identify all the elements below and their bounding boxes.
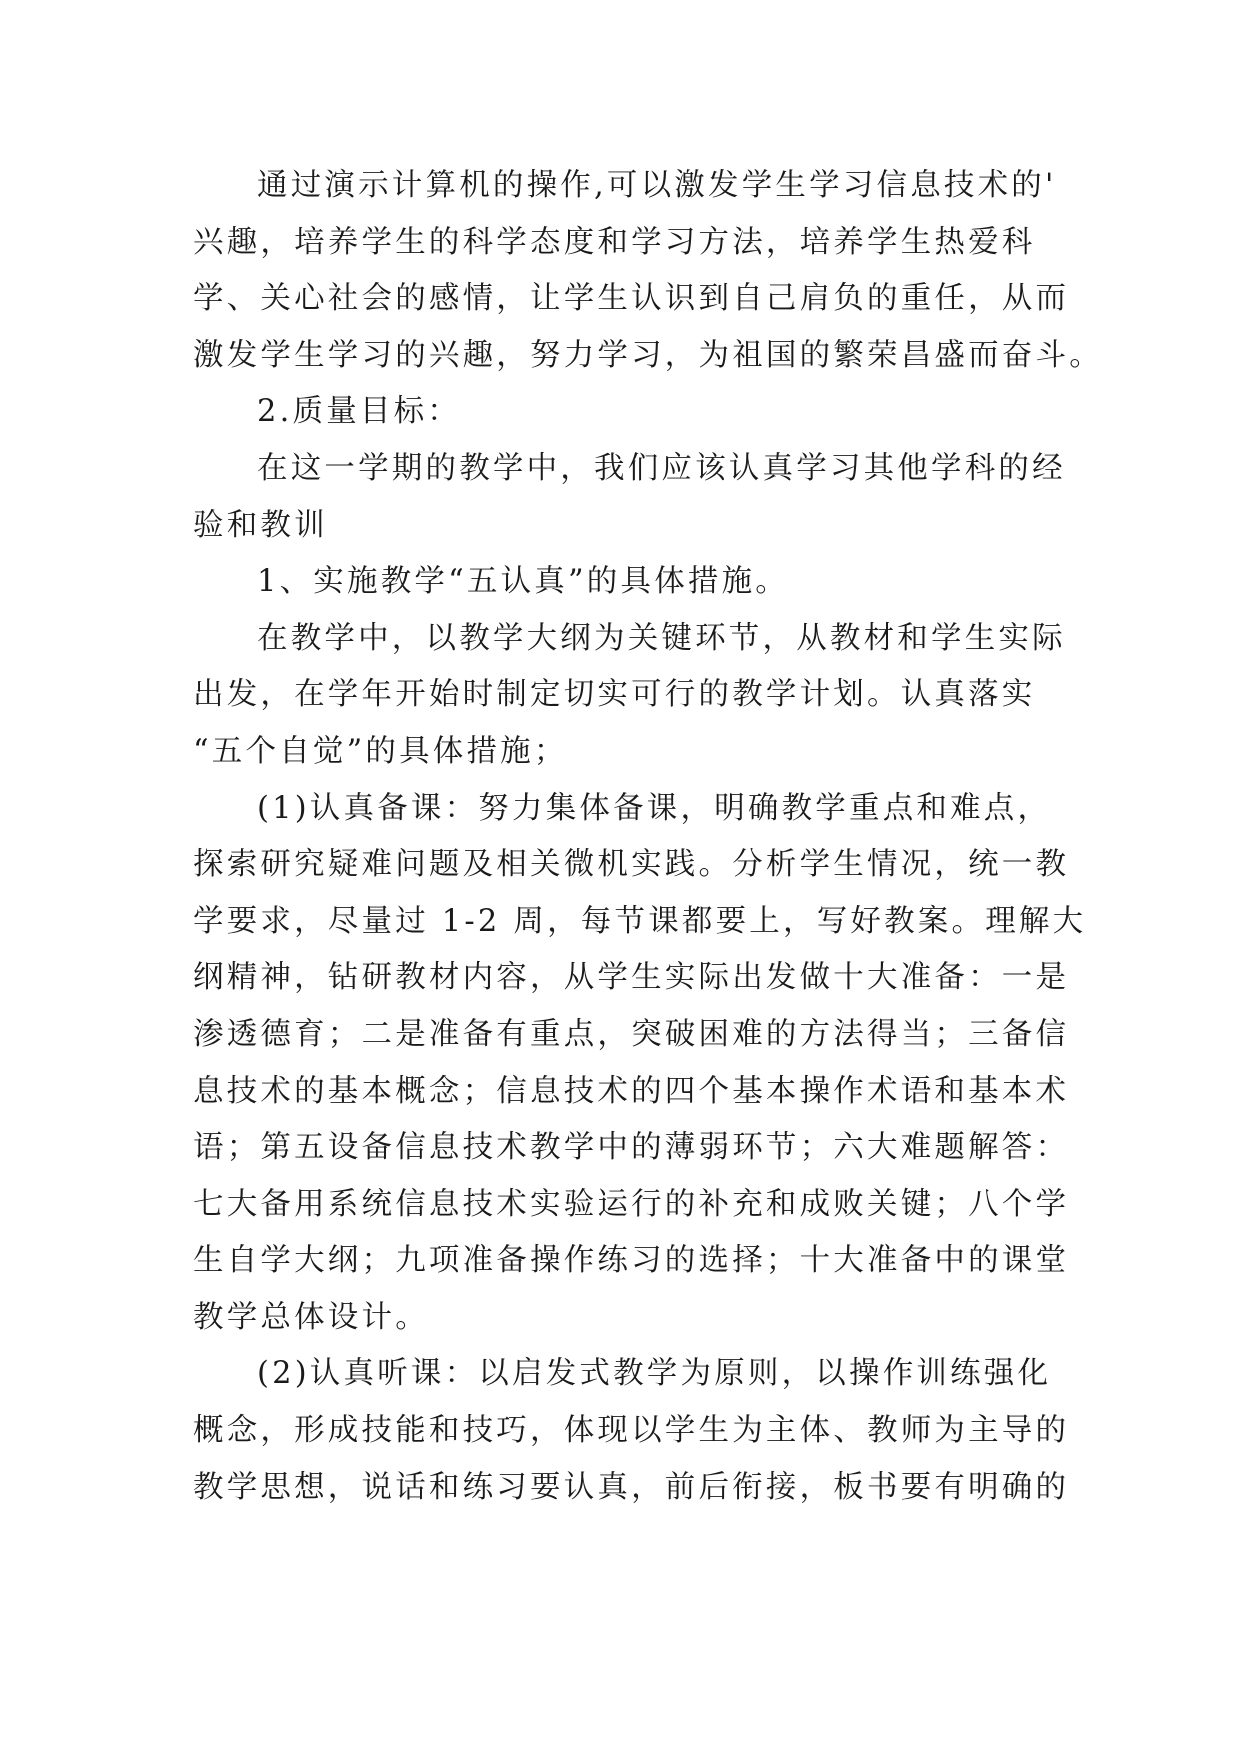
text-line: 七大备用系统信息技术实验运行的补充和成败关键；八个学 (193, 1186, 1070, 1222)
text-line: 出发，在学年开始时制定切实可行的教学计划。认真落实 (193, 677, 1036, 713)
text-line: 生自学大纲；九项准备操作练习的选择；十大准备中的课堂 (193, 1243, 1070, 1279)
text-line: 在教学中，以教学大纲为关键环节，从教材和学生实际 (257, 620, 1066, 656)
text-line: 2.质量目标： (257, 394, 461, 430)
text-line: 验和教训 (193, 507, 328, 543)
text-line: 通过演示计算机的操作,可以激发学生学习信息技术的' (257, 168, 1057, 203)
text-line: 兴趣，培养学生的科学态度和学习方法，培养学生热爱科 (193, 224, 1036, 260)
text-line: (2)认真听课：以启发式教学为原则，以操作训练强化 (257, 1356, 1052, 1392)
text-line: 学、关心社会的感情，让学生认识到自己肩负的重任，从而 (193, 281, 1070, 317)
text-line: 教学思想，说话和练习要认真，前后衔接，板书要有明确的 (193, 1469, 1070, 1505)
text-line: 息技术的基本概念；信息技术的四个基本操作术语和基本术 (193, 1073, 1070, 1109)
text-line: 1、实施教学“五认真”的具体措施。 (257, 564, 789, 600)
text-line: 探索研究疑难问题及相关微机实践。分析学生情况，统一教 (193, 847, 1070, 883)
text-line: 在这一学期的教学中，我们应该认真学习其他学科的经 (257, 450, 1066, 486)
text-line: 渗透德育；二是准备有重点，突破困难的方法得当；三备信 (193, 1016, 1070, 1052)
document-body (193, 158, 1103, 1516)
text-line: 概念，形成技能和技巧，体现以学生为主体、教师为主导的 (193, 1413, 1070, 1449)
text-line: 语；第五设备信息技术教学中的薄弱环节；六大难题解答： (193, 1130, 1070, 1166)
text-line: 纲精神，钻研教材内容，从学生实际出发做十大准备：一是 (193, 960, 1070, 996)
text-line: 学要求，尽量过 1-2 周，每节课都要上，写好教案。理解大 (193, 903, 1087, 939)
text-line: (1)认真备课：努力集体备课，明确教学重点和难点， (257, 790, 1052, 826)
text-line: 教学总体设计。 (193, 1299, 429, 1335)
text-line: “五个自觉”的具体措施； (193, 733, 568, 769)
text-line: 激发学生学习的兴趣，努力学习，为祖国的繁荣昌盛而奋斗。 (193, 337, 1103, 373)
